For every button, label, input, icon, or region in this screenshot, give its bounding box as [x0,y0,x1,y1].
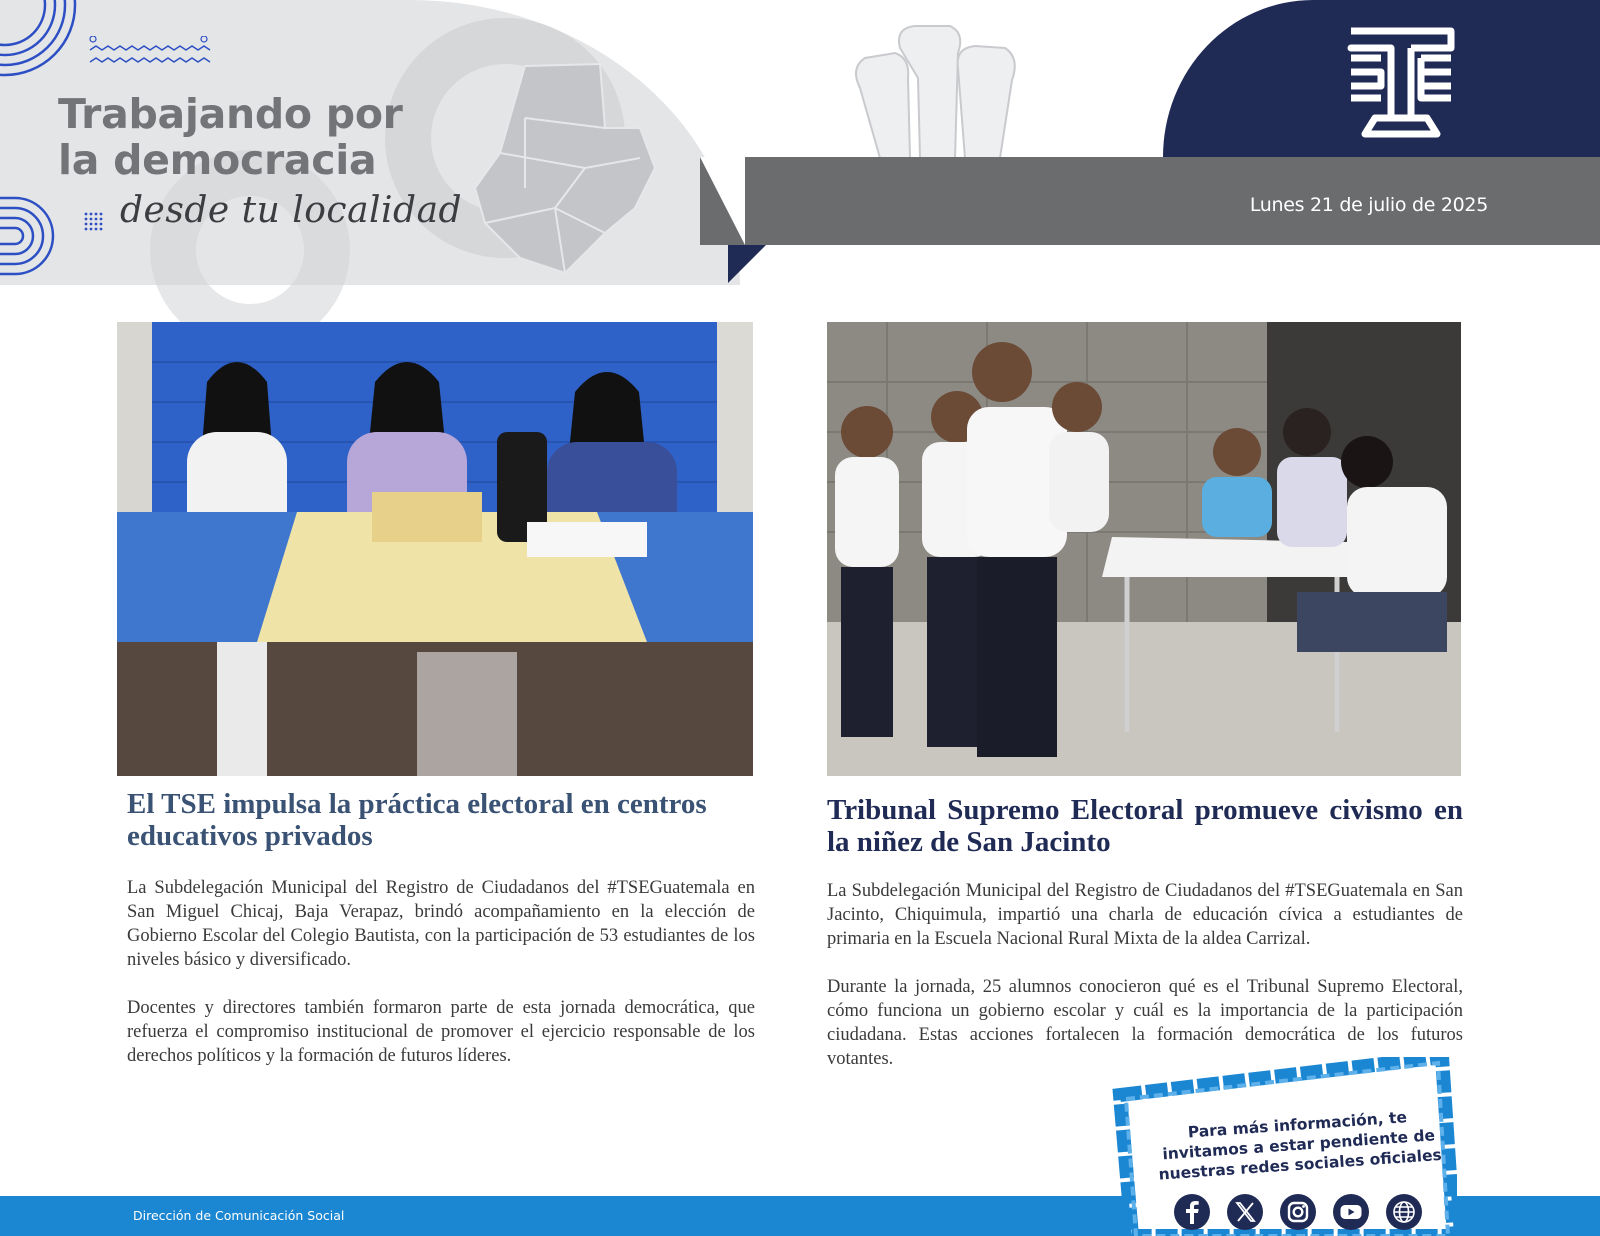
decorative-rings [0,190,75,280]
footer-department: Dirección de Comunicación Social [133,1208,345,1223]
article-paragraph: Docentes y directores también formaron parte de esta jornada democrática, que refuerza el compromiso institucional de promover el ejercicio responsable de los derechos políticos y la formación de futuros líderes. [127,998,755,1066]
article-photo-children-civic-talk [827,322,1461,776]
facebook-icon[interactable] [1173,1193,1211,1231]
globe-icon[interactable] [1385,1193,1423,1231]
header-title-line1: Trabajando por [58,90,403,138]
article-photo-students-at-table [117,322,753,776]
header-notch [728,245,766,283]
article-body [127,876,755,1068]
guatemala-map-icon [465,58,665,278]
article-paragraph: La Subdelegación Municipal del Registro de Ciudadanos del #TSEGuatemala en San Miguel Chicaj, Baja Verapaz, brindó acompañamiento en la elección de Gobierno Escolar del Colegio Bautista, con la participación de 53 estudiantes de los niveles básico y diversificado. [127,878,755,970]
header-subtitle: desde tu localidad [120,190,463,231]
article-title: Tribunal Supremo Electoral promueve civismo en la niñez de San Jacinto [827,794,1463,858]
article-body [827,879,1463,1071]
raised-fists-illustration [840,18,1030,158]
article-paragraph: Durante la jornada, 25 alumnos conocieron qué es el Tribunal Supremo Electoral, cómo funciona un gobierno escolar y cuál es la importancia de la participación ciudadana. Estas acciones fortalecen la formación democrática de los futuros votantes. [827,977,1463,1069]
social-promo-text: Para más información, te invitamos a estar pendiente de nuestras redes sociales oficiales [1157,1108,1443,1184]
instagram-icon[interactable] [1279,1193,1317,1231]
header-title [58,92,458,184]
decorative-rings [0,0,80,80]
tse-logo [1345,26,1457,140]
article-title: El TSE impulsa la práctica electoral en centros educativos privados [127,788,707,852]
article-paragraph: La Subdelegación Municipal del Registro de Ciudadanos del #TSEGuatemala en San Jacinto, Chiquimula, impartió una charla de educación cívica a estudiantes de primaria en la Escuela Nacional Rural Mixta de la aldea Carrizal. [827,881,1463,949]
youtube-icon[interactable] [1332,1193,1370,1231]
x-icon[interactable] [1226,1193,1264,1231]
publication-date: Lunes 21 de julio de 2025 [1249,194,1488,216]
header-title-line2: la democracia [58,135,377,184]
decorative-zigzag [88,36,218,72]
decorative-dots [84,212,104,232]
